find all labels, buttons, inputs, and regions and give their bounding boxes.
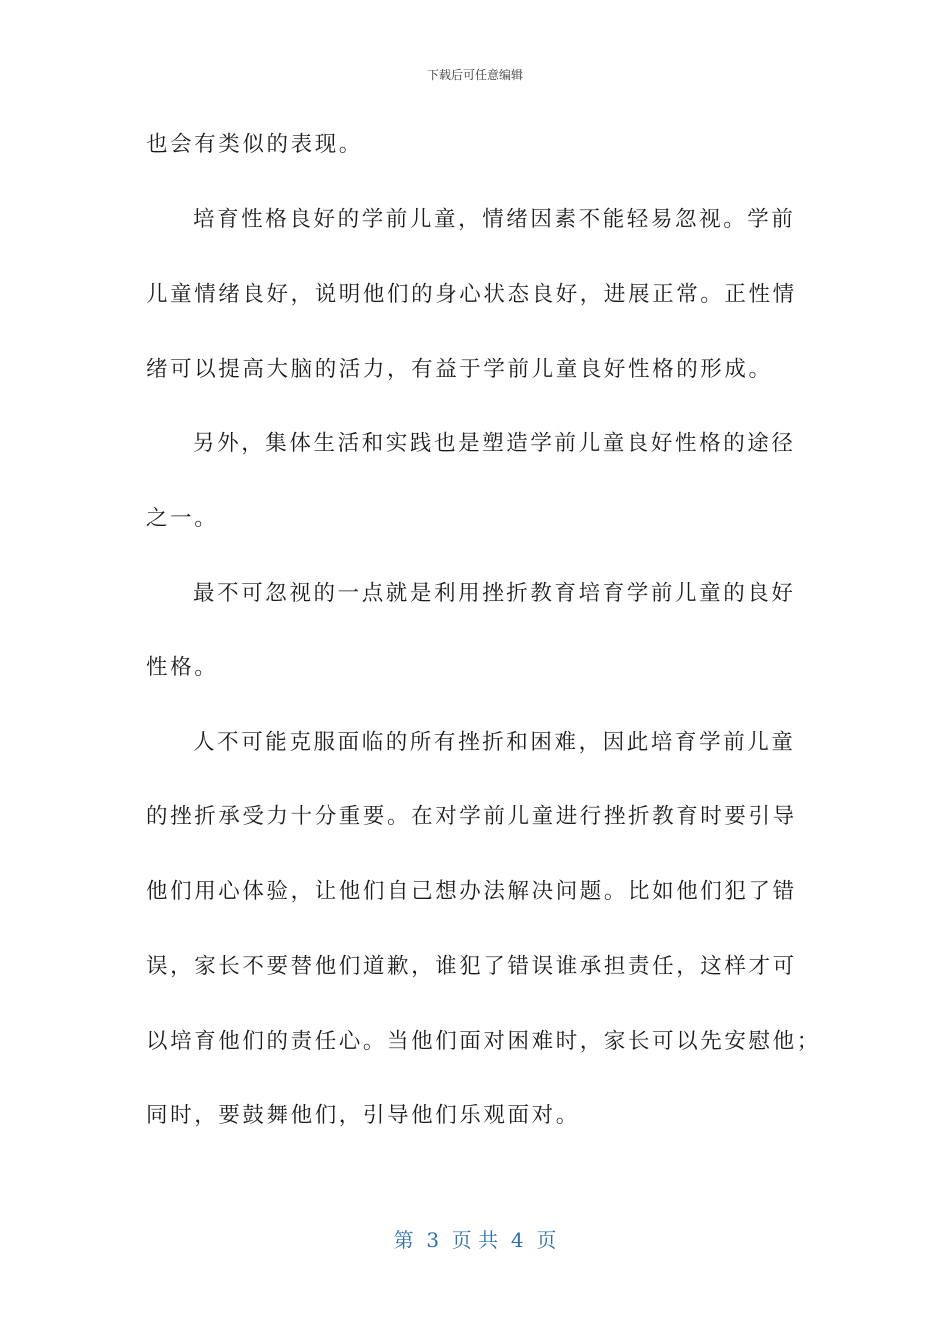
body-line-6: 之一。: [146, 506, 219, 531]
body-line-10: 的挫折承受力十分重要。在对学前儿童进行挫折教育时要引导: [146, 804, 797, 829]
body-line-9: 人不可能克服面临的所有挫折和困难，因此培育学前儿童: [193, 730, 796, 755]
body-line-3: 儿童情绪良好，说明他们的身心状态良好，进展正常。正性情: [146, 282, 797, 307]
body-line-8: 性格。: [146, 655, 219, 680]
body-line-7: 最不可忽视的一点就是利用挫折教育培育学前儿童的良好: [193, 581, 796, 606]
body-line-1: 也会有类似的表现。: [146, 132, 363, 157]
body-line-2: 培育性格良好的学前儿童，情绪因素不能轻易忽视。学前: [193, 207, 796, 232]
body-line-5: 另外，集体生活和实践也是塑造学前儿童良好性格的途径: [193, 431, 796, 456]
body-line-14: 同时，要鼓舞他们，引导他们乐观面对。: [146, 1103, 580, 1128]
body-line-11: 他们用心体验，让他们自己想办法解决问题。比如他们犯了错: [146, 879, 797, 904]
page-header: 下载后可任意编辑: [426, 68, 523, 82]
body-line-13: 以培育他们的责任心。当他们面对困难时，家长可以先安慰他；: [146, 1029, 821, 1054]
body-line-12: 误，家长不要替他们道歉，谁犯了错误谁承担责任，这样才可: [146, 954, 797, 979]
page-number-footer: 第 3 页 共 4 页: [393, 1228, 557, 1252]
body-line-4: 绪可以提高大脑的活力，有益于学前儿童良好性格的形成。: [146, 357, 773, 382]
